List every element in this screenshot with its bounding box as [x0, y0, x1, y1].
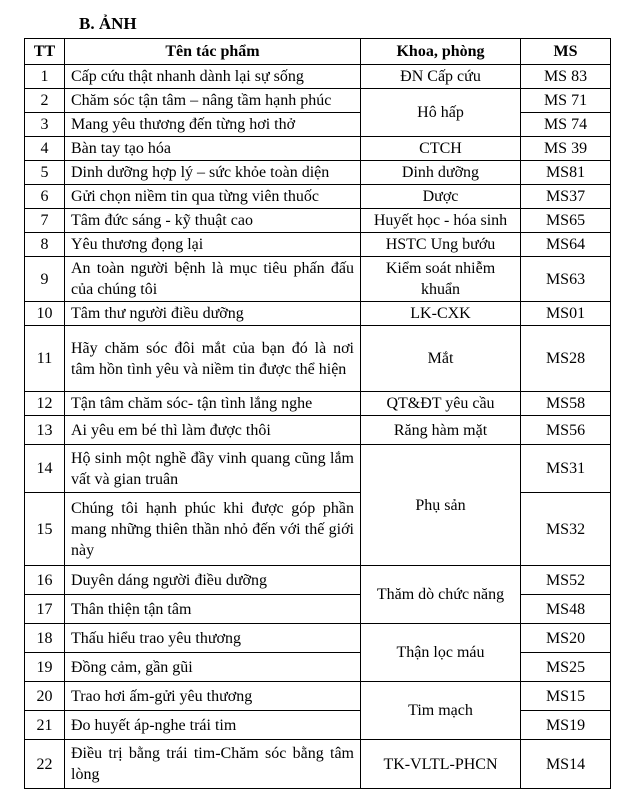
table-row	[25, 682, 611, 711]
department: TK-VLTL-PHCN	[361, 740, 521, 789]
table-row	[25, 740, 611, 789]
ms-code: MS31	[521, 445, 611, 493]
work-title: Thấu hiểu trao yêu thương	[65, 624, 361, 653]
ms-code: MS01	[521, 302, 611, 326]
row-number: 14	[25, 445, 65, 493]
department: Tim mạch	[361, 682, 521, 740]
work-title: Thân thiện tận tâm	[65, 595, 361, 624]
ms-code: MS 83	[521, 65, 611, 89]
row-number: 4	[25, 137, 65, 161]
department: Dược	[361, 185, 521, 209]
department: HSTC Ung bướu	[361, 233, 521, 257]
ms-code: MS63	[521, 257, 611, 302]
department: Kiểm soát nhiễm khuẩn	[361, 257, 521, 302]
ms-code: MS19	[521, 711, 611, 740]
ms-code: MS 74	[521, 113, 611, 137]
table-row	[25, 445, 611, 493]
ms-code: MS20	[521, 624, 611, 653]
row-number: 18	[25, 624, 65, 653]
table-row	[25, 257, 611, 302]
department: Răng hàm mặt	[361, 416, 521, 445]
department: CTCH	[361, 137, 521, 161]
department: QT&ĐT yêu cầu	[361, 392, 521, 416]
ms-code: MS28	[521, 326, 611, 392]
ms-code: MS14	[521, 740, 611, 789]
row-number: 10	[25, 302, 65, 326]
table-row	[25, 624, 611, 653]
work-title: Trao hơi ấm-gửi yêu thương	[65, 682, 361, 711]
table-row	[25, 326, 611, 392]
department: Mắt	[361, 326, 521, 392]
table-row	[25, 392, 611, 416]
work-title: Hộ sinh một nghề đầy vinh quang cũng lắm vất và gian truân	[65, 445, 361, 493]
ms-code: MS32	[521, 493, 611, 566]
work-title: Điều trị bằng trái tim-Chăm sóc bằng tâm lòng	[65, 740, 361, 789]
table-row	[25, 89, 611, 113]
work-title: Tâm thư người điều dưỡng	[65, 302, 361, 326]
row-number: 21	[25, 711, 65, 740]
row-number: 8	[25, 233, 65, 257]
work-title: Chăm sóc tận tâm – nâng tầm hạnh phúc	[65, 89, 361, 113]
table-row	[25, 302, 611, 326]
department: Hô hấp	[361, 89, 521, 137]
table-row	[25, 137, 611, 161]
ms-code: MS56	[521, 416, 611, 445]
row-number: 6	[25, 185, 65, 209]
work-title: Chúng tôi hạnh phúc khi được góp phần mang những thiên thần nhỏ đến với thế giới này	[65, 493, 361, 566]
work-title: Tâm đức sáng - kỹ thuật cao	[65, 209, 361, 233]
row-number: 9	[25, 257, 65, 302]
row-number: 5	[25, 161, 65, 185]
ms-code: MS15	[521, 682, 611, 711]
header-tt: TT	[25, 39, 65, 65]
ms-code: MS48	[521, 595, 611, 624]
department: Dinh dưỡng	[361, 161, 521, 185]
table-row	[25, 113, 611, 137]
table-row	[25, 566, 611, 595]
table-row	[25, 493, 611, 566]
department: ĐN Cấp cứu	[361, 65, 521, 89]
table-row	[25, 233, 611, 257]
ms-code: MS58	[521, 392, 611, 416]
section-title: B. ẢNH	[79, 14, 137, 33]
department: LK-CXK	[361, 302, 521, 326]
row-number: 13	[25, 416, 65, 445]
row-number: 7	[25, 209, 65, 233]
department: Thăm dò chức năng	[361, 566, 521, 624]
ms-code: MS25	[521, 653, 611, 682]
work-title: Gửi chọn niềm tin qua từng viên thuốc	[65, 185, 361, 209]
row-number: 1	[25, 65, 65, 89]
ms-code: MS64	[521, 233, 611, 257]
ms-code: MS65	[521, 209, 611, 233]
ms-code: MS 39	[521, 137, 611, 161]
work-title: Yêu thương đọng lại	[65, 233, 361, 257]
header-row	[25, 39, 611, 65]
work-title: Hãy chăm sóc đôi mắt của bạn đó là nơi tâm hồn tình yêu và niềm tin được thể hiện	[65, 326, 361, 392]
work-title: Cấp cứu thật nhanh dành lại sự sống	[65, 65, 361, 89]
department: Huyết học - hóa sinh	[361, 209, 521, 233]
table-row	[25, 711, 611, 740]
work-title: Mang yêu thương đến từng hơi thở	[65, 113, 361, 137]
work-title: Duyên dáng người điều dưỡng	[65, 566, 361, 595]
table-row	[25, 185, 611, 209]
table-row	[25, 209, 611, 233]
work-title: An toàn người bệnh là mục tiêu phấn đấu của chúng tôi	[65, 257, 361, 302]
department: Phụ sản	[361, 445, 521, 566]
table-row	[25, 416, 611, 445]
header-ms: MS	[521, 39, 611, 65]
table-row	[25, 65, 611, 89]
row-number: 11	[25, 326, 65, 392]
table-row	[25, 653, 611, 682]
ms-code: MS37	[521, 185, 611, 209]
row-number: 15	[25, 493, 65, 566]
row-number: 20	[25, 682, 65, 711]
ms-code: MS52	[521, 566, 611, 595]
ms-code: MS81	[521, 161, 611, 185]
row-number: 2	[25, 89, 65, 113]
table-row	[25, 161, 611, 185]
row-number: 12	[25, 392, 65, 416]
work-title: Dinh dưỡng hợp lý – sức khỏe toàn diện	[65, 161, 361, 185]
works-table	[24, 38, 611, 789]
row-number: 3	[25, 113, 65, 137]
work-title: Đo huyết áp-nghe trái tim	[65, 711, 361, 740]
department: Thận lọc máu	[361, 624, 521, 682]
work-title: Ai yêu em bé thì làm được thôi	[65, 416, 361, 445]
row-number: 22	[25, 740, 65, 789]
table-row	[25, 595, 611, 624]
row-number: 19	[25, 653, 65, 682]
row-number: 17	[25, 595, 65, 624]
row-number: 16	[25, 566, 65, 595]
ms-code: MS 71	[521, 89, 611, 113]
work-title: Bàn tay tạo hóa	[65, 137, 361, 161]
header-dept: Khoa, phòng	[361, 39, 521, 65]
work-title: Đồng cảm, gần gũi	[65, 653, 361, 682]
work-title: Tận tâm chăm sóc- tận tình lắng nghe	[65, 392, 361, 416]
header-work: Tên tác phẩm	[65, 39, 361, 65]
